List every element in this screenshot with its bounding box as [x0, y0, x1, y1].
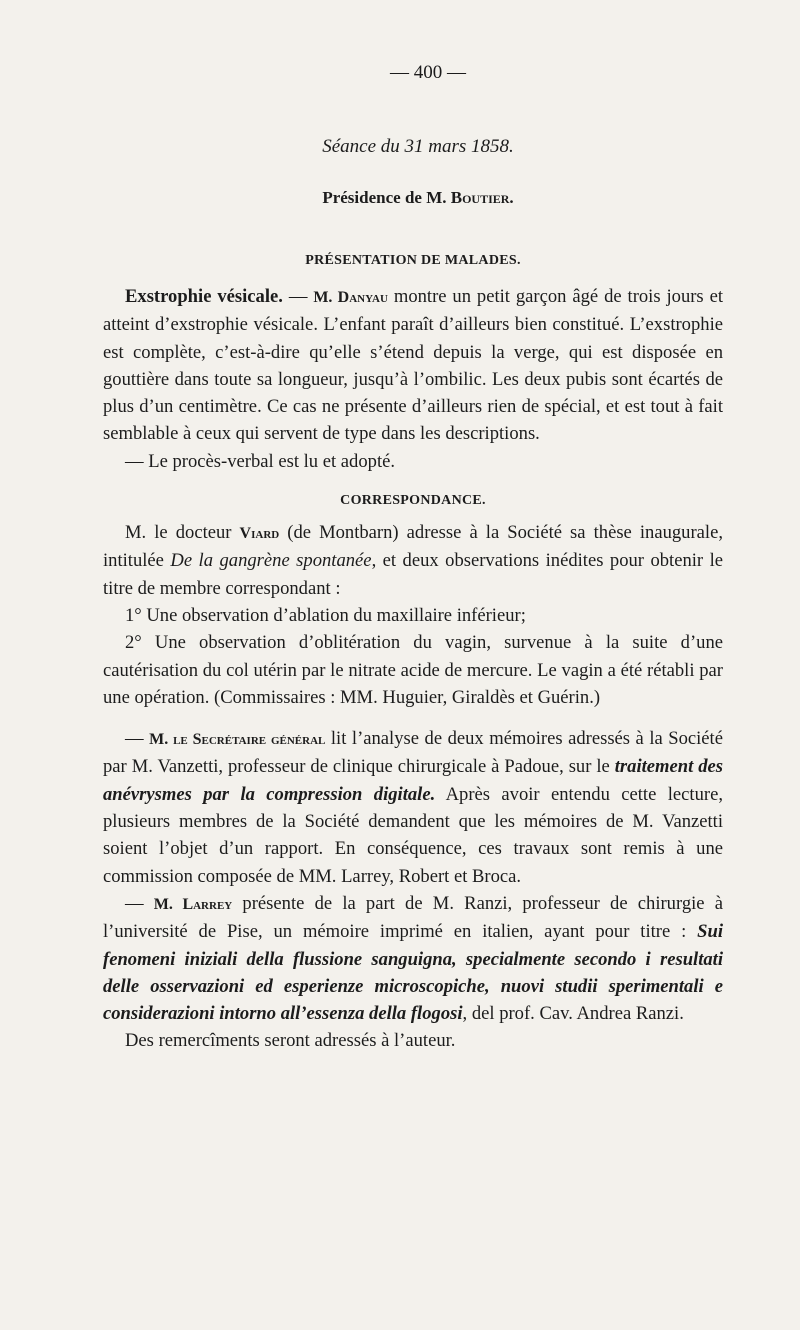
presidence-name: M. Boutier.	[426, 188, 514, 207]
text-run: (de Montbarn) adresse à la Société sa thèse inaugurale, intitulée	[103, 522, 723, 572]
dash: —	[282, 286, 314, 307]
section-title-presentation: PRÉSENTATION DE MALADES.	[305, 253, 521, 268]
section-title-correspondance: CORRESPONDANCE.	[340, 493, 486, 509]
document-page	[103, 62, 723, 1055]
speaker-larrey: M. Larrey	[153, 895, 233, 913]
text-run: , et deux observations inédites pour obtenir le titre de membre correspondant :	[103, 550, 723, 599]
dash: —	[125, 892, 154, 914]
text-run: Après avoir entendu cette lecture, plusieurs membres de la Société demandent que les mémoires de M. Vanzetti soient l’objet d’un rapport. En conséquence, ces travaux sont remis à une commission composée de MM. Larrey, Robert et Broca.	[103, 783, 723, 887]
speaker-viard: Viard	[239, 525, 280, 543]
text-run: , del prof. Cav. Andrea Ranzi.	[462, 1003, 684, 1025]
speaker-danyau: M. Danyau	[313, 289, 388, 306]
list-item-1: 1° Une observation d’ablation du maxillaire inférieur;	[125, 604, 526, 626]
italian-memoir-title: Sui fenomeni iniziali della flussione sanguigna, specialmente secondo i resultati delle osservazioni ed esperienze microscopiche, nuovi studii sperimentali e considerazioni intorno all’essenza della flogosi	[103, 921, 723, 1025]
paragraph-viard	[103, 519, 723, 602]
paragraph-secretaire	[103, 725, 723, 890]
paragraph-proces-verbal: — Le procès-verbal est lu et adopté.	[125, 450, 396, 472]
text-run: lit l’analyse de deux mémoires adressés à la Société par M. Vanzetti, professeur de clinique chirurgicale à Padoue, sur le	[103, 728, 723, 778]
dash: —	[125, 728, 150, 750]
case-title: Exstrophie vésicale.	[125, 286, 283, 307]
list-item-2: 2° Une observation d’oblitération du vagin, survenue à la suite d’une cautérisation du col utérin par le nitrate acide de mercure. Le vagin a été rétabli par une opération. (Commissaires : MM. Huguier, Giraldès et Guérin.)	[103, 632, 723, 708]
spacer	[103, 711, 723, 725]
seance-heading: Séance du 31 mars 1858.	[322, 136, 514, 157]
text-run: présente de la part de M. Ranzi, professeur de chirurgie à l’université de Pise, un mémoire imprimé en italien, ayant pour titre :	[103, 892, 723, 943]
paragraph-remerciements: Des remercîments seront adressés à l’auteur.	[125, 1030, 456, 1052]
paragraph-larrey	[103, 890, 723, 1027]
text-run: M. le docteur	[125, 522, 240, 544]
thesis-title: De la gangrène spontanée	[170, 550, 372, 572]
paragraph-text: montre un petit garçon âgé de trois jours et atteint d’exstrophie vésicale. L’enfant paraît d’ailleurs bien constitué. L’exstrophie est complète, c’est-à-dire qu’elle s’étend depuis la verge, qui est disposée en gouttière dans toute sa longueur, jusqu’à l’ombilic. Les deux pubis sont écartés de plus d’un centimètre. Ce cas ne présente d’ailleurs rien de spécial, et est tout à fait semblable à ceux qui servent de type dans les descriptions.	[103, 286, 723, 445]
page-number: — 400 —	[390, 62, 466, 83]
speaker-secretaire: M. le Secrétaire général	[149, 731, 326, 749]
paragraph-exstrophie	[103, 283, 723, 448]
presidence-prefix: Présidence de	[322, 188, 427, 207]
presidence-heading	[103, 188, 723, 208]
memoir-title: traitement des anévrysmes par la compression digitale.	[103, 756, 723, 805]
